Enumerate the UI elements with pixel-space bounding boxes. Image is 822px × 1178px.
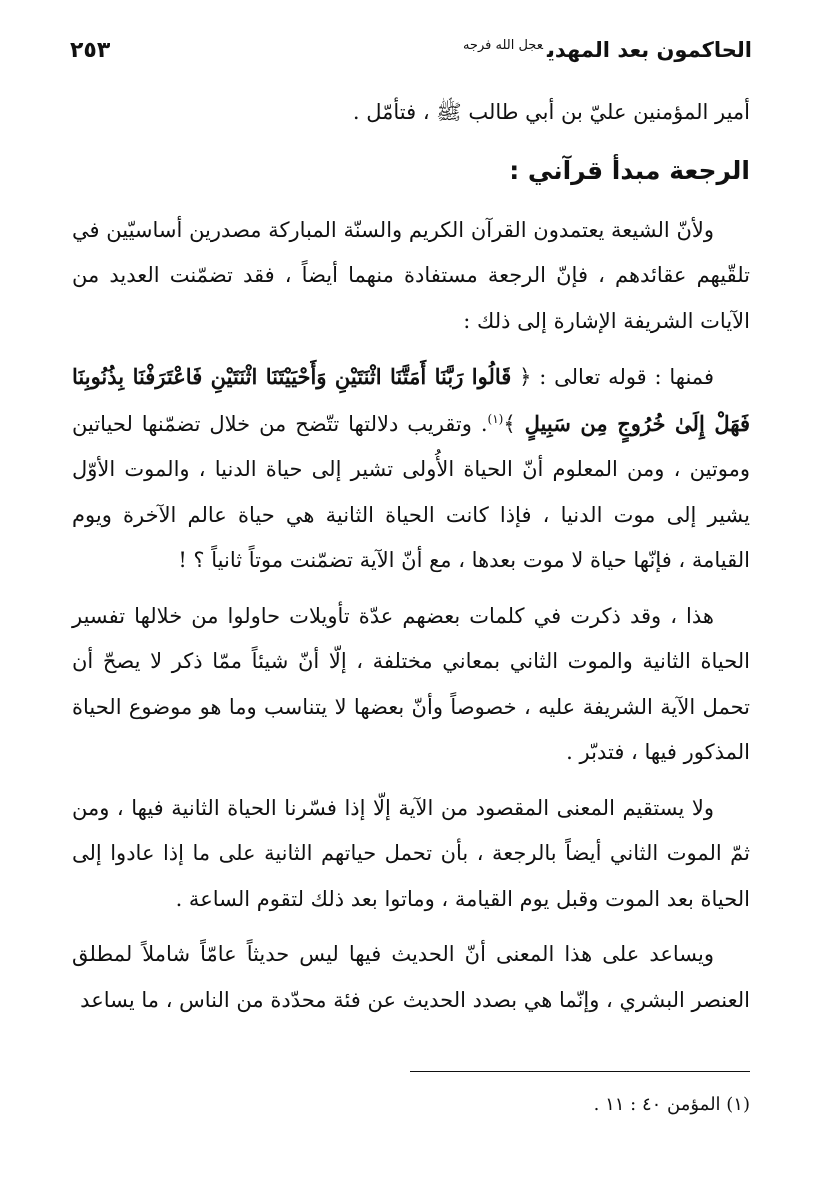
running-title-text: الحاكمون بعد المهدي	[546, 38, 752, 62]
quran-brace-close: ﴾	[503, 411, 516, 436]
paragraph-4: هذا ، وقد ذكرت في كلمات بعضهم عدّة تأويلات حاولوا من خلالها تفسير الحياة الثانية والموت الثاني بمعاني مختلفة ، إلّا أنّ شيئاً ممّا ذكر لا يصحّ أن تحمل الآية الشريفة عليه ، خصوصاً وأنّ بعضها لا يتناسب وما هو موضوع الحياة المذكور فيها ، فتدبّر .	[72, 603, 750, 764]
quran-brace-open: ﴿	[519, 365, 532, 389]
paragraph-6: ويساعد على هذا المعنى أنّ الحديث فيها ليس حديثاً عامّاً شاملاً لمطلق العنصر البشري ، وإنّما هي بصدد الحديث عن فئة محدّدة من الناس ، ما يساعد	[72, 942, 750, 1012]
verse-intro: فمنها : قوله تعالى :	[539, 365, 714, 389]
paragraph-5: ولا يستقيم المعنى المقصود من الآية إلّا إذا فسّرنا الحياة الثانية فيها ، ومن ثمّ الموت الثاني أيضاً بالرجعة ، بأن تحمل حياتهم الثانية على ما إذا عادوا إلى الحياة بعد الموت وقبل يوم القيامة ، وماتوا بعد ذلك لتقوم الساعة .	[72, 795, 750, 911]
running-title	[463, 38, 752, 62]
honorific-mark: عجل الله فرجه	[462, 38, 543, 53]
footnote-divider	[410, 1071, 750, 1072]
footnote: (١) المؤمن ٤٠ : ١١ .	[593, 1094, 750, 1115]
paragraph-3-rest: . وتقريب دلالتها تتّضح من خلال تضمّنها لحياتين وموتين ، ومن المعلوم أنّ الحياة الأُولى تشير إلى حياة الدنيا ، والموت الأوّل يشير إلى موت الدنيا ، فإذا كانت الحياة الثانية هي حياة عالم الآخرة ويوم القيامة ، فإنّها حياة لا موت بعدها ، مع أنّ الآية تضمّنت موتاً ثانياً ؟ !	[72, 411, 750, 572]
paragraph-1: أمير المؤمنين عليّ بن أبي طالب ﷺ ، فتأمّل .	[352, 100, 750, 124]
paragraph-3	[72, 354, 750, 584]
footnote-reference: (١)	[487, 411, 504, 426]
paragraph-2: ولأنّ الشيعة يعتمدون القرآن الكريم والسنّة المباركة مصدرين أساسيّين في تلقّيهم عقائدهم ، فإنّ الرجعة مستفادة منهما أيضاً ، فقد تضمّنت العديد من الآيات الشريفة الإشارة إلى ذلك :	[72, 217, 750, 333]
running-header	[70, 32, 752, 68]
section-heading: الرجعة مبدأ قرآني :	[509, 155, 750, 185]
page-number: ٢٥٣	[70, 37, 111, 63]
quran-verse: قَالُوا رَبَّنَا أَمَتَّنَا اثْنَتَيْنِ وَأَحْيَيْتَنَا اثْنَتَيْنِ فَاعْتَرَفْنَا بِذُنُوبِنَا فَهَلْ إِلَىٰ خُرُوجٍ مِن سَبِيلٍ	[72, 364, 750, 436]
body-text	[72, 90, 750, 1033]
